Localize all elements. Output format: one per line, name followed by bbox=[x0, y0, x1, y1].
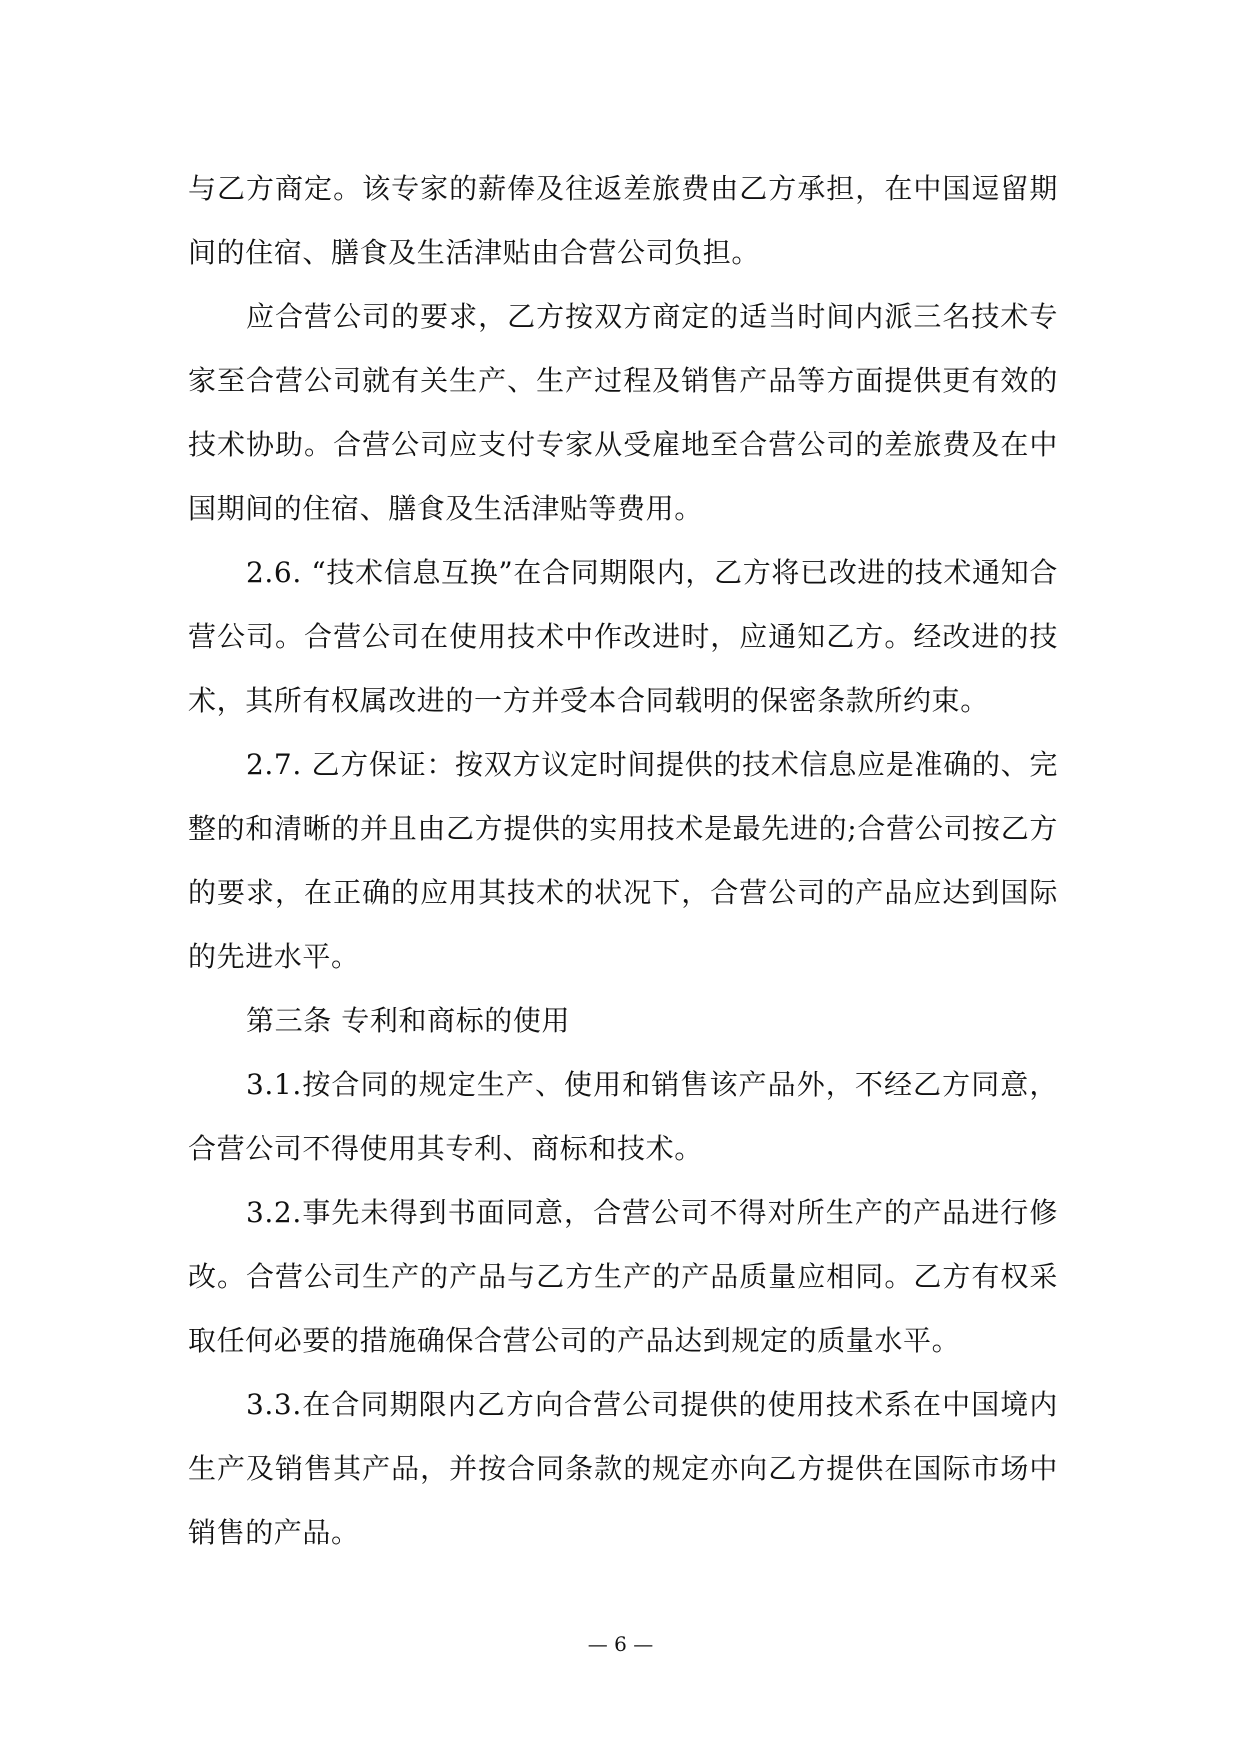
paragraph-expert-costs: 与乙方商定。该专家的薪俸及往返差旅费由乙方承担，在中国逗留期间的住宿、膳食及生活津贴由合营公司负担。 bbox=[188, 172, 1058, 269]
page-number: — 6 — bbox=[587, 1632, 654, 1656]
paragraph-2-6-information-exchange: 2.6. “技术信息互换”在合同期限内，乙方将已改进的技术通知合营公司。合营公司在使用技术中作改进时，应通知乙方。经改进的技术，其所有权属改进的一方并受本合同载明的保密条款所约束。 bbox=[188, 556, 1058, 717]
section-heading-article-3: 第三条 专利和商标的使用 bbox=[246, 1004, 571, 1037]
paragraph-3-2: 3.2.事先未得到书面同意，合营公司不得对所生产的产品进行修改。合营公司生产的产品与乙方生产的产品质量应相同。乙方有权采取任何必要的措施确保合营公司的产品达到规定的质量水平。 bbox=[188, 1196, 1058, 1357]
document-page bbox=[188, 157, 1058, 1577]
paragraph-technical-assistance: 应合营公司的要求，乙方按双方商定的适当时间内派三名技术专家至合营公司就有关生产、生产过程及销售产品等方面提供更有效的技术协助。合营公司应支付专家从受雇地至合营公司的差旅费及在中国期间的住宿、膳食及生活津贴等费用。 bbox=[188, 300, 1058, 525]
paragraph-2-7-warranty: 2.7. 乙方保证：按双方议定时间提供的技术信息应是准确的、完整的和清晰的并且由乙方提供的实用技术是最先进的;合营公司按乙方的要求，在正确的应用其技术的状况下，合营公司的产品应达到国际的先进水平。 bbox=[188, 748, 1058, 973]
paragraph-3-3: 3.3.在合同期限内乙方向合营公司提供的使用技术系在中国境内生产及销售其产品，并按合同条款的规定亦向乙方提供在国际市场中销售的产品。 bbox=[188, 1388, 1058, 1549]
paragraph-3-1: 3.1.按合同的规定生产、使用和销售该产品外，不经乙方同意，合营公司不得使用其专利、商标和技术。 bbox=[188, 1068, 1058, 1165]
